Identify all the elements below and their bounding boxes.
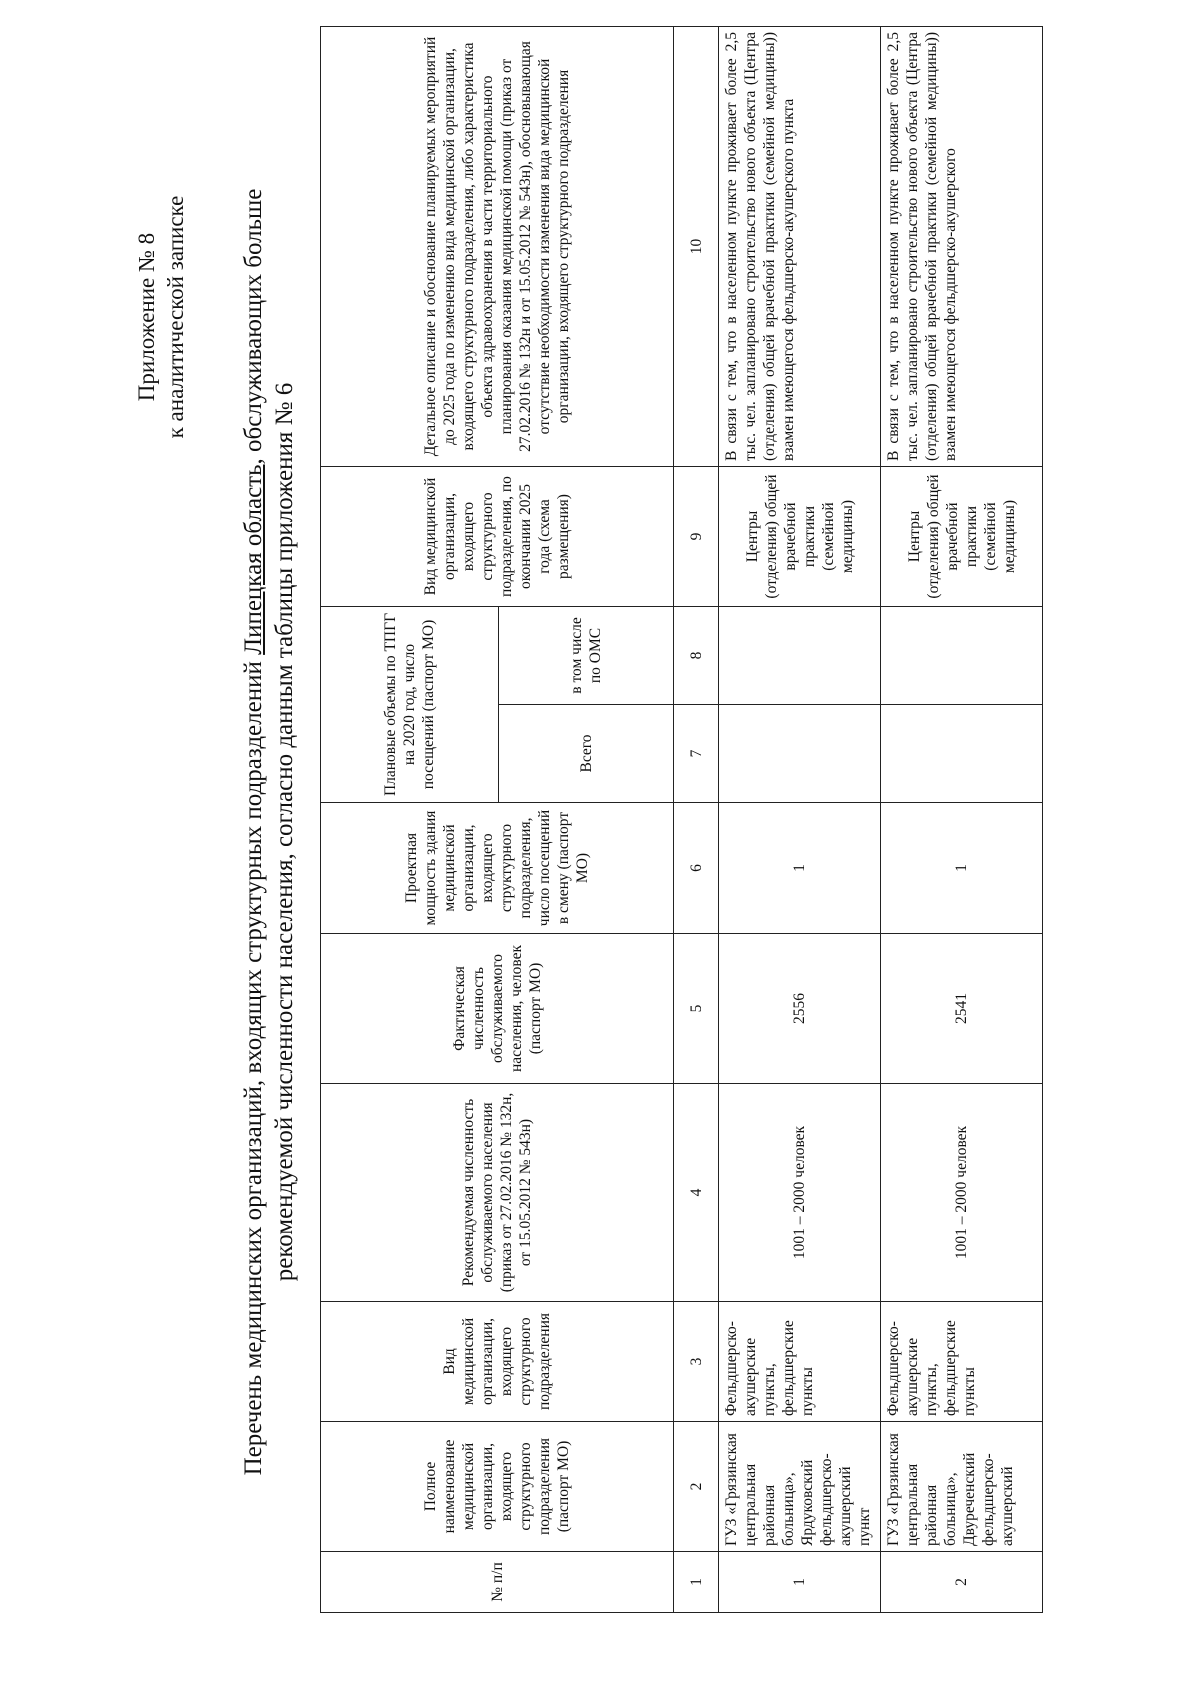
column-number: 1: [674, 1552, 719, 1613]
header-org-type: Вид медицинской организации, входящего структурного подразделения: [321, 1302, 674, 1422]
row-number: 1: [719, 1552, 881, 1613]
planned-total: [881, 705, 1043, 803]
header-full-name: Полное наименование медицинской организации, входящего структурного подразделения (паспорт МО): [321, 1422, 674, 1552]
column-number: 6: [674, 803, 719, 934]
header-row: [321, 27, 499, 1613]
header-recommended-population: Рекомендуемая численность обслуживаемого населения (приказ от 27.02.2016 № 132н, от 15.05.2012 № 543н): [321, 1084, 674, 1302]
planned-oms: [881, 607, 1043, 705]
measure-description: В связи с тем, что в населенном пункте проживает более 2,5 тыс. чел. запланировано строительство нового объекта (Центра (отделения) общей врачебной практики (семейной медицины)) взамен имеющегося фельдшерско-акушерского: [881, 27, 1043, 467]
column-number: 10: [674, 27, 719, 467]
planned-total: [719, 705, 881, 803]
header-total: Всего: [499, 705, 674, 803]
recommended-population: 1001 – 2000 человек: [881, 1084, 1043, 1302]
planned-oms: [719, 607, 881, 705]
column-number: 5: [674, 934, 719, 1084]
column-number: 3: [674, 1302, 719, 1422]
org-type-2025: Центры (отделения) общей врачебной практики (семейной медицины): [719, 467, 881, 607]
actual-population: 2556: [719, 934, 881, 1084]
design-capacity: 1: [719, 803, 881, 934]
header-oms: в том числе по ОМС: [499, 607, 674, 705]
column-number-row: [674, 27, 719, 1613]
table-row: [719, 27, 881, 1613]
recommended-population: 1001 – 2000 человек: [719, 1084, 881, 1302]
measure-description: В связи с тем, что в населенном пункте проживает более 2,5 тыс. чел. запланировано строительство нового объекта (Центра (отделения) общей врачебной практики (семейной медицины)) взамен имеющегося фельдшерско-акушерского пункта: [719, 27, 881, 467]
title-part-2: , обслуживающих больше: [240, 188, 267, 465]
column-number: 8: [674, 607, 719, 705]
design-capacity: 1: [881, 803, 1043, 934]
org-name: ГУЗ «Грязинская центральная районная больница», Двуреченский фельдшерско-акушерский: [881, 1422, 1043, 1552]
appendix-caption: к аналитической записке: [163, 195, 188, 439]
appendix-number: Приложение № 8: [134, 232, 159, 402]
column-number: 4: [674, 1084, 719, 1302]
title-line-1: [238, 62, 269, 1602]
row-number: 2: [881, 1552, 1043, 1613]
header-description: Детальное описание и обоснование планируемых мероприятий до 2025 года по изменению вида медицинской организации, входящего структурного подразделения, либо характеристика объекта здравоохранения в части территориального планирования оказания медицинской помощи (приказ от 27.02.2016 № 132н и от 15.05.2012 № 543н), обосновывающая отсутствие необходимости изменения вида медицинской организации, входящего структурного подразделения: [321, 27, 674, 467]
org-type: Фельдшерско-акушерские пункты, фельдшерские пункты: [881, 1302, 1043, 1422]
header-actual-population: Фактическая численность обслуживаемого населения, человек (паспорт МО): [321, 934, 674, 1084]
header-number: № п/п: [321, 1552, 674, 1613]
org-type: Фельдшерско-акушерские пункты, фельдшерские пункты: [719, 1302, 881, 1422]
header-design-capacity: Проектная мощность здания медицинской организации, входящего структурного подразделения, число посещений в смену (паспорт МО): [321, 803, 674, 934]
title-region: Липецкая область: [240, 464, 267, 655]
organizations-table: [320, 26, 1043, 1613]
org-name: ГУЗ «Грязинская центральная районная больница», Ярдуковский фельдшерско-акушерский пункт: [719, 1422, 881, 1552]
column-number: 9: [674, 467, 719, 607]
header-planned-volumes: Плановые объемы по ТПГГ на 2020 год, число посещений (паспорт МО): [321, 607, 499, 803]
table-row: [881, 27, 1043, 1613]
column-number: 2: [674, 1422, 719, 1552]
actual-population: 2541: [881, 934, 1043, 1084]
title-part-1: Перечень медицинских организаций, входящих структурных подразделений: [240, 654, 267, 1476]
header-org-type-2025: Вид медицинской организации, входящего структурного подразделения, по окончании 2025 года (схема размещения): [321, 467, 674, 607]
title-line-2: рекомендуемой численности населения, согласно данным таблицы приложения № 6: [271, 382, 298, 1282]
appendix-label: [132, 117, 190, 517]
document-title: [238, 62, 300, 1602]
column-number: 7: [674, 705, 719, 803]
org-type-2025: Центры (отделения) общей врачебной практики (семейной медицины): [881, 467, 1043, 607]
